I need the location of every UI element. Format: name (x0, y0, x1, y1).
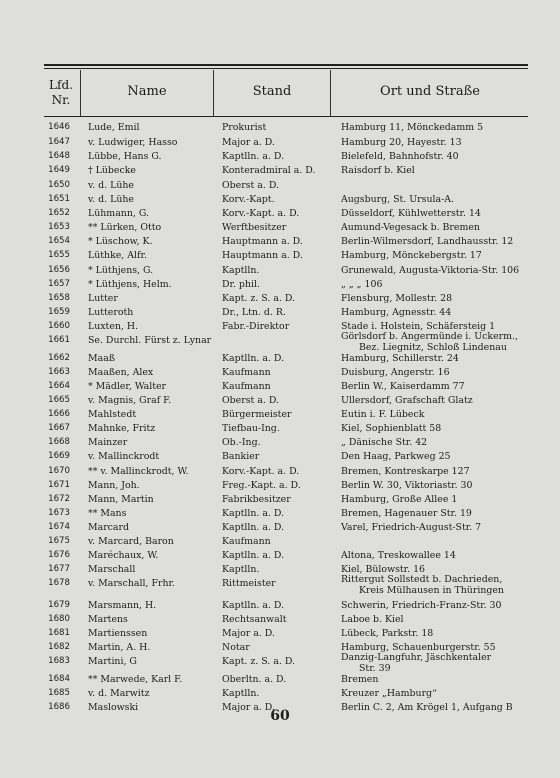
row-number: 1649 (48, 165, 70, 175)
row-ort-line1: Danzig-Langfuhr, Jäschkentaler (341, 652, 492, 663)
row-number: 1672 (48, 494, 70, 504)
row-ort: Berlin-Wilmersdorf, Landhausstr. 12 (341, 236, 514, 247)
row-number: 1658 (48, 293, 70, 303)
row-ort-line1: Görlsdorf b. Angermünde i. Uckerm., (341, 331, 518, 342)
row-stand: Konteradmiral a. D. (222, 165, 316, 176)
row-number: 1662 (48, 353, 70, 363)
row-number: 1665 (48, 395, 70, 405)
row-stand: Major a. D. (222, 137, 275, 148)
row-name: * Lüthjens, Helm. (88, 279, 172, 290)
row-name: * Lüthjens, G. (88, 265, 154, 276)
row-name: Lude, Emil (88, 122, 140, 133)
row-stand: Major a. D. (222, 702, 275, 713)
row-ort: Kiel, Bülowstr. 16 (341, 564, 426, 575)
row-stand: Kaufmann (222, 536, 271, 547)
row-stand: Bankier (222, 451, 260, 462)
row-number: 1651 (48, 194, 70, 204)
row-name: * Mädler, Walter (88, 381, 167, 392)
row-stand: Notar (222, 642, 250, 653)
row-number: 1680 (48, 614, 70, 624)
header-top-rule-thin (44, 68, 528, 69)
row-ort: Hamburg, Schillerstr. 24 (341, 353, 459, 364)
row-stand: Rittmeister (222, 578, 276, 589)
row-name: Lüthke, Alfr. (88, 250, 147, 261)
row-number: 1679 (48, 600, 70, 610)
row-number: 1674 (48, 522, 70, 532)
row-stand: Werftbesitzer (222, 222, 287, 233)
row-ort: Düsseldorf, Kühlwetterstr. 14 (341, 208, 481, 219)
row-name: Maslowski (88, 702, 139, 713)
row-stand: Hauptmann a. D. (222, 250, 303, 261)
row-name: Martini, G (88, 656, 137, 667)
row-number: 1659 (48, 307, 70, 317)
row-ort: Ullersdorf, Grafschaft Glatz (341, 395, 473, 406)
page-number: 60 (270, 708, 290, 724)
row-stand: Kaufmann (222, 381, 271, 392)
row-ort (341, 574, 504, 596)
row-ort: Stade i. Holstein, Schäfersteig 1 (341, 321, 496, 332)
header-bottom-rule (44, 116, 528, 117)
row-ort-line2: Bez. Liegnitz, Schloß Lindenau (359, 342, 507, 353)
row-ort: Hamburg 11, Mönckedamm 5 (341, 122, 484, 133)
row-number: 1648 (48, 151, 70, 161)
row-number: 1646 (48, 122, 70, 132)
row-ort: Hamburg 20, Hayestr. 13 (341, 137, 462, 148)
row-number: 1647 (48, 137, 70, 147)
row-number: 1677 (48, 564, 70, 574)
row-name: ** Marwede, Karl F. (88, 674, 183, 685)
row-stand: Dr., Ltn. d. R. (222, 307, 286, 318)
row-name: * Lüschow, K. (88, 236, 153, 247)
row-number: 1681 (48, 628, 70, 638)
row-stand: Dr. phil. (222, 279, 260, 290)
row-ort-line2: Kreis Mülhausen in Thüringen (359, 585, 504, 596)
row-ort: Bremen (341, 674, 379, 685)
row-name: v. Marcard, Baron (88, 536, 174, 547)
row-name: ** Lürken, Otto (88, 222, 162, 233)
row-stand: Oberst a. D. (222, 180, 279, 191)
row-number: 1652 (48, 208, 70, 218)
row-number: 1657 (48, 279, 70, 289)
col-header-nr: Lfd. Nr. (49, 78, 73, 107)
row-number: 1668 (48, 437, 70, 447)
row-name: Martin, A. H. (88, 642, 151, 653)
row-number: 1664 (48, 381, 70, 391)
row-stand: Rechtsanwalt (222, 614, 287, 625)
row-number: 1663 (48, 367, 70, 377)
row-number: 1682 (48, 642, 70, 652)
row-name: Lübbe, Hans G. (88, 151, 162, 162)
row-stand: Korv.-Kapt. a. D. (222, 208, 300, 219)
row-stand: Kaptlln. a. D. (222, 151, 285, 162)
row-name: Marschall (88, 564, 136, 575)
row-ort: Bremen, Hagenauer Str. 19 (341, 508, 472, 519)
row-name: Lutter (88, 293, 118, 304)
row-number: 1671 (48, 480, 70, 490)
row-stand: Major a. D. (222, 628, 275, 639)
row-ort-line1: Rittergut Sollstedt b. Dachrieden, (341, 574, 503, 585)
row-name: Mann, Martin (88, 494, 154, 505)
row-stand: Korv.-Kapt. (222, 194, 275, 205)
row-stand: Bürgermeister (222, 409, 292, 420)
row-number: 1667 (48, 423, 70, 433)
row-ort: Hamburg, Mönckebergstr. 17 (341, 250, 482, 261)
row-ort: „ „ „ 106 (341, 279, 383, 290)
row-number: 1670 (48, 466, 70, 476)
row-number: 1650 (48, 180, 70, 190)
row-name: v. Magnis, Graf F. (88, 395, 172, 406)
row-name: Marcard (88, 522, 129, 533)
row-ort: Eutin i. F. Lübeck (341, 409, 425, 420)
row-ort: „ Dänische Str. 42 (341, 437, 428, 448)
row-name: ** Mans (88, 508, 127, 519)
row-stand: Oberltn. a. D. (222, 674, 287, 685)
header-divider-1 (80, 70, 81, 116)
row-name: Mahnke, Fritz (88, 423, 156, 434)
row-ort: Altona, Treskowallee 14 (341, 550, 456, 561)
row-stand: Ob.-Ing. (222, 437, 261, 448)
row-number: 1654 (48, 236, 70, 246)
row-stand: Tiefbau-Ing. (222, 423, 280, 434)
row-stand: Kaptlln. a. D. (222, 508, 285, 519)
row-ort: Kiel, Sophienblatt 58 (341, 423, 442, 434)
row-ort: Lübeck, Parkstr. 18 (341, 628, 434, 639)
row-name: † Lübecke (88, 165, 136, 176)
row-stand: Hauptmann a. D. (222, 236, 303, 247)
row-name: Marsmann, H. (88, 600, 157, 611)
row-number: 1656 (48, 265, 70, 275)
row-ort: Aumund-Vegesack b. Bremen (341, 222, 480, 233)
col-header-stand: Stand (252, 84, 292, 99)
row-stand: Kaufmann (222, 367, 271, 378)
header-top-rule (44, 64, 528, 66)
row-ort: Duisburg, Angerstr. 16 (341, 367, 450, 378)
row-ort: Hamburg, Große Allee 1 (341, 494, 458, 505)
row-number: 1684 (48, 674, 70, 684)
row-stand: Freg.-Kapt. a. D. (222, 480, 301, 491)
row-ort: Laboe b. Kiel (341, 614, 404, 625)
row-name: Lühmann, G. (88, 208, 149, 219)
col-header-ort: Ort und Straße (380, 84, 480, 99)
row-stand: Kaptlln. (222, 265, 260, 276)
row-number: 1678 (48, 578, 70, 588)
row-number: 1673 (48, 508, 70, 518)
row-name: v. Marschall, Frhr. (88, 578, 175, 589)
row-stand: Kaptlln. a. D. (222, 600, 285, 611)
row-stand: Kaptlln. (222, 564, 260, 575)
row-name: v. d. Lühe (88, 194, 134, 205)
row-stand: Kaptlln. (222, 688, 260, 699)
row-ort-line2: Str. 39 (359, 663, 391, 674)
row-ort: Berlin C. 2, Am Krögel 1, Aufgang B (341, 702, 513, 713)
row-name: Maréchaux, W. (88, 550, 159, 561)
row-number: 1683 (48, 656, 70, 666)
row-stand: Kapt. z. S. a. D. (222, 656, 295, 667)
row-ort: Berlin W., Kaiserdamm 77 (341, 381, 465, 392)
row-ort: Bremen, Kontreskarpe 127 (341, 466, 470, 477)
row-name: Lutteroth (88, 307, 134, 318)
row-name: Se. Durchl. Fürst z. Lynar (88, 335, 212, 346)
row-stand: Fabrikbesitzer (222, 494, 291, 505)
row-ort: Flensburg, Mollestr. 28 (341, 293, 453, 304)
row-number: 1653 (48, 222, 70, 232)
row-name: v. d. Marwitz (88, 688, 150, 699)
row-stand: Kapt. z. S. a. D. (222, 293, 295, 304)
row-number: 1666 (48, 409, 70, 419)
row-ort: Berlin W. 30, Viktoriastr. 30 (341, 480, 473, 491)
row-number: 1660 (48, 321, 70, 331)
row-name: Martens (88, 614, 128, 625)
row-name: v. d. Lühe (88, 180, 134, 191)
row-name: ** v. Mallinckrodt, W. (88, 466, 189, 477)
row-ort: Hamburg, Agnesstr. 44 (341, 307, 452, 318)
col-header-name: Name (127, 84, 167, 99)
row-stand: Korv.-Kapt. a. D. (222, 466, 300, 477)
row-ort: Schwerin, Friedrich-Franz-Str. 30 (341, 600, 502, 611)
row-number: 1676 (48, 550, 70, 560)
row-stand: Prokurist (222, 122, 267, 133)
row-stand: Kaptlln. a. D. (222, 353, 285, 364)
row-name: v. Mallinckrodt (88, 451, 160, 462)
row-number: 1685 (48, 688, 70, 698)
row-number: 1655 (48, 250, 70, 260)
row-ort: Grunewald, Augusta-Viktoria-Str. 106 (341, 265, 520, 276)
row-ort: Raisdorf b. Kiel (341, 165, 415, 176)
row-ort: Kreuzer „Hamburg“ (341, 688, 437, 699)
row-name: Martienssen (88, 628, 148, 639)
row-ort: Augsburg, St. Ursula-A. (341, 194, 454, 205)
row-name: Maaß (88, 353, 116, 364)
row-stand: Fabr.-Direktor (222, 321, 290, 332)
row-number: 1669 (48, 451, 70, 461)
row-number: 1686 (48, 702, 70, 712)
row-name: Mann, Joh. (88, 480, 140, 491)
row-ort (341, 331, 518, 353)
row-stand: Kaptlln. a. D. (222, 522, 285, 533)
row-name: Mahlstedt (88, 409, 137, 420)
row-stand: Kaptlln. a. D. (222, 550, 285, 561)
row-ort (341, 652, 491, 674)
row-number: 1675 (48, 536, 70, 546)
row-ort: Den Haag, Parkweg 25 (341, 451, 451, 462)
row-number: 1661 (48, 335, 70, 345)
row-name: Mainzer (88, 437, 128, 448)
row-ort: Hamburg, Schauenburgerstr. 55 (341, 642, 496, 653)
header-divider-3 (330, 70, 331, 116)
row-stand: Oberst a. D. (222, 395, 279, 406)
row-name: Maaßen, Alex (88, 367, 154, 378)
row-ort: Bielefeld, Bahnhofstr. 40 (341, 151, 459, 162)
row-name: Luxten, H. (88, 321, 139, 332)
row-ort: Varel, Friedrich-August-Str. 7 (341, 522, 482, 533)
row-name: v. Ludwiger, Hasso (88, 137, 178, 148)
